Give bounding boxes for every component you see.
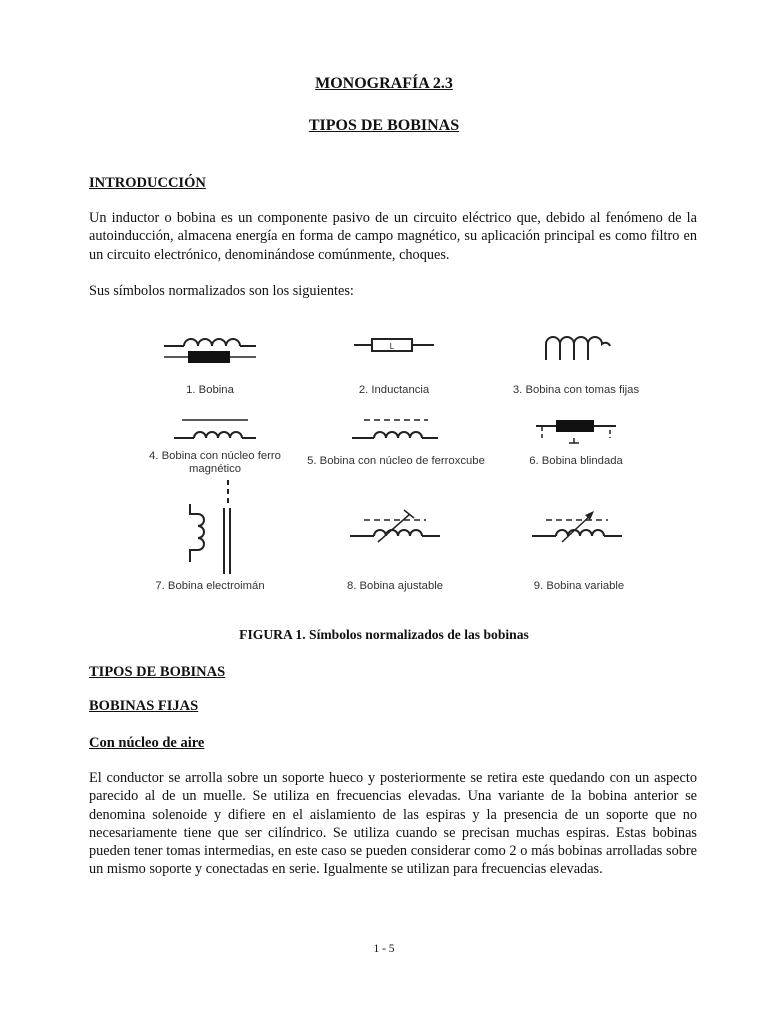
air-core-paragraph: El conductor se arrolla sobre un soporte hueco y posteriormente se retira este quedando con un aspecto parecido al de un muelle. Se utiliza en frecuencias elevadas. Una variante de la bobina anterior se denomina solenoide y difiere en el aislamiento de las espiras y la presencia de un soporte que no necesariamente tiene que ser cilíndrico. Se utiliza cuando se precisan muchas espiras. Estas bobinas pueden tener tomas intermedias, en este caso se pueden considerar como 2 o más bobinas arrolladas sobre un mismo soporte y conectadas en serie. Igualmente se utilizan para frecuencias elevadas. — [89, 770, 697, 878]
bobina-variable-icon — [530, 506, 624, 546]
symbol-label-4-line1: 4. Bobina con núcleo ferro — [149, 450, 281, 462]
section-heading: TIPOS DE BOBINAS — [89, 664, 226, 680]
subsubsection-heading: Con núcleo de aire — [89, 735, 205, 751]
figure-caption: FIGURA 1. Símbolos normalizados de las bobinas — [239, 627, 529, 642]
inductor-symbols-figure — [120, 318, 660, 608]
symbol-label-1: 1. Bobina — [186, 384, 234, 396]
page-number: 1 - 5 — [373, 943, 395, 955]
document-subtitle: TIPOS DE BOBINAS — [308, 117, 460, 134]
symbol-label-2: 2. Inductancia — [358, 384, 430, 396]
symbol-label-8: 8. Bobina ajustable — [346, 580, 444, 592]
document-title: MONOGRAFÍA 2.3 — [315, 75, 453, 92]
symbol-label-7: 7. Bobina electroimán — [155, 580, 265, 592]
bobina-electroiman-icon — [180, 478, 240, 578]
subsection-heading: BOBINAS FIJAS — [89, 698, 199, 714]
inductancia-letter: L — [389, 342, 395, 351]
bobina-icon — [160, 326, 260, 370]
intro-heading: INTRODUCCIÓN — [89, 175, 206, 191]
symbol-label-4-line2: magnético — [188, 463, 242, 475]
inductancia-icon — [352, 332, 436, 358]
symbol-label-3: 3. Bobina con tomas fijas — [512, 384, 640, 396]
intro-paragraph: Un inductor o bobina es un componente pasivo de un circuito eléctrico que, debido al fenómeno de la autoinducción, almacena energía en forma de campo magnético, su aplicación principal es como filtro en un circuito electrónico, denominándose comúnmente, choques. — [89, 210, 697, 263]
symbol-label-9: 9. Bobina variable — [533, 580, 625, 592]
bobina-ferroxcube-icon — [350, 414, 440, 444]
symbols-intro: Sus símbolos normalizados son los siguientes: — [89, 283, 354, 299]
bobina-blindada-icon — [534, 412, 618, 446]
symbol-label-5: 5. Bobina con núcleo de ferroxcube — [307, 455, 485, 467]
bobina-nucleo-ferromagnetico-icon — [172, 414, 258, 444]
symbol-label-6: 6. Bobina blindada — [529, 455, 623, 467]
bobina-ajustable-icon — [348, 506, 442, 546]
bobina-tomas-fijas-icon — [540, 328, 614, 364]
